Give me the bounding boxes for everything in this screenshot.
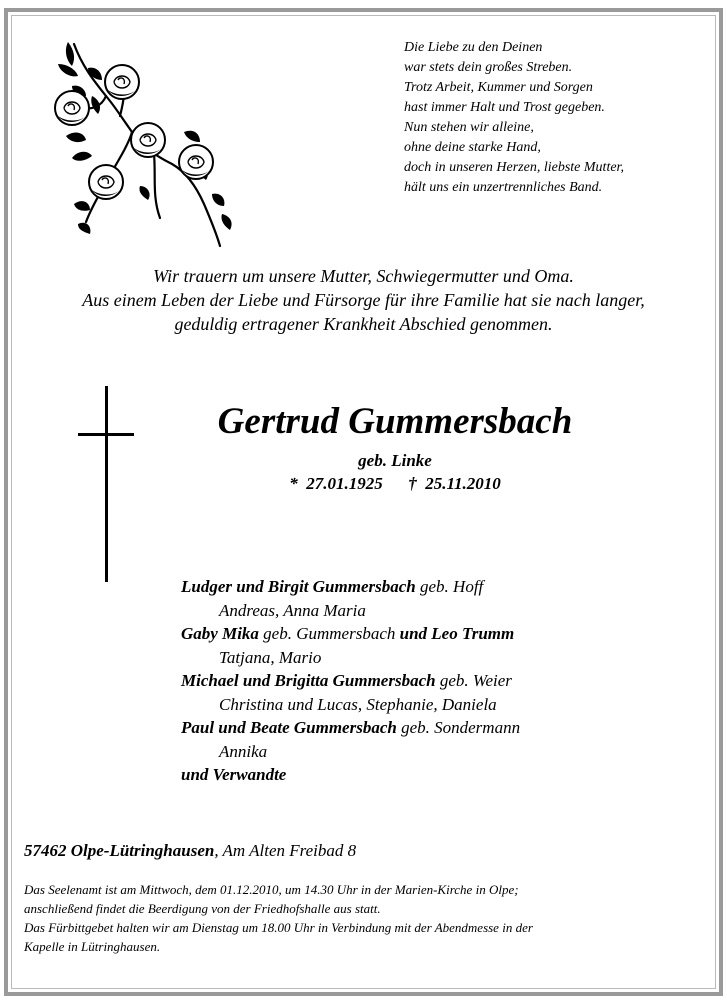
poem-line: war stets dein großes Streben.: [404, 60, 573, 75]
deceased-name: Gertrud Gummersbach: [217, 401, 573, 442]
family-member-names: Paul und Beate Gummersbach: [181, 718, 397, 737]
poem: [404, 38, 624, 198]
family-children: Andreas, Anna Maria: [219, 600, 366, 620]
family-member-partner: und Leo Trumm: [399, 624, 515, 643]
address-street: , Am Alten Freibad 8: [214, 841, 357, 860]
intro-line: Aus einem Leben der Liebe und Fürsorge für ihre Familie hat sie nach langer,: [82, 290, 645, 310]
family-children: Christina und Lucas, Stephanie, Daniela: [219, 694, 497, 714]
family-member-maiden: geb. Weier: [435, 671, 512, 690]
life-dates: * 27.01.1925 † 25.11.2010: [289, 474, 501, 493]
intro-text: [0, 264, 727, 336]
maiden-name: geb. Linke: [358, 451, 432, 470]
poem-line: ohne deine starke Hand,: [404, 140, 541, 155]
family-member: [181, 669, 520, 693]
family-member-names: Ludger und Birgit Gummersbach: [181, 577, 416, 596]
family-member-maiden: geb. Hoff: [415, 577, 484, 596]
notice-line: Das Seelenamt ist am Mittwoch, dem 01.12.2010, um 14.30 Uhr in der Marien-Kirche in Olpe;: [24, 882, 519, 897]
family-list: [181, 575, 520, 787]
rose-illustration: [44, 36, 254, 252]
notice-line: Kapelle in Lütringhausen.: [24, 939, 161, 954]
poem-line: Nun stehen wir alleine,: [404, 120, 534, 135]
notice-line: anschließend findet die Beerdigung von der Friedhofshalle aus statt.: [24, 901, 381, 916]
family-member-names: Gaby Mika: [181, 624, 259, 643]
notice-line: Das Fürbittgebet halten wir am Dienstag um 18.00 Uhr in Verbindung mit der Abendmesse in der: [24, 920, 533, 935]
family-children: Tatjana, Mario: [219, 647, 322, 667]
family-member-maiden: geb. Gummersbach: [258, 624, 400, 643]
address-city: 57462 Olpe-Lütringhausen: [24, 841, 215, 860]
family-member: [181, 622, 520, 646]
cross-icon: [78, 386, 138, 582]
family-closing: und Verwandte: [181, 765, 287, 784]
family-children: Annika: [219, 741, 268, 761]
poem-line: doch in unseren Herzen, liebste Mutter,: [404, 160, 624, 175]
service-notice: [24, 880, 533, 956]
poem-line: Die Liebe zu den Deinen: [404, 40, 543, 55]
family-member-maiden: geb. Sondermann: [396, 718, 521, 737]
intro-line: geduldig ertragener Krankheit Abschied genommen.: [174, 314, 553, 334]
intro-line: Wir trauern um unsere Mutter, Schwiegermutter und Oma.: [153, 266, 574, 286]
family-member: [181, 575, 520, 599]
family-member-names: Michael und Brigitta Gummersbach: [181, 671, 436, 690]
family-member: [181, 716, 520, 740]
poem-line: hält uns ein unzertrennliches Band.: [404, 180, 603, 195]
poem-line: Trotz Arbeit, Kummer und Sorgen: [404, 80, 593, 95]
address: [24, 840, 356, 862]
poem-line: hast immer Halt und Trost gegeben.: [404, 100, 605, 115]
